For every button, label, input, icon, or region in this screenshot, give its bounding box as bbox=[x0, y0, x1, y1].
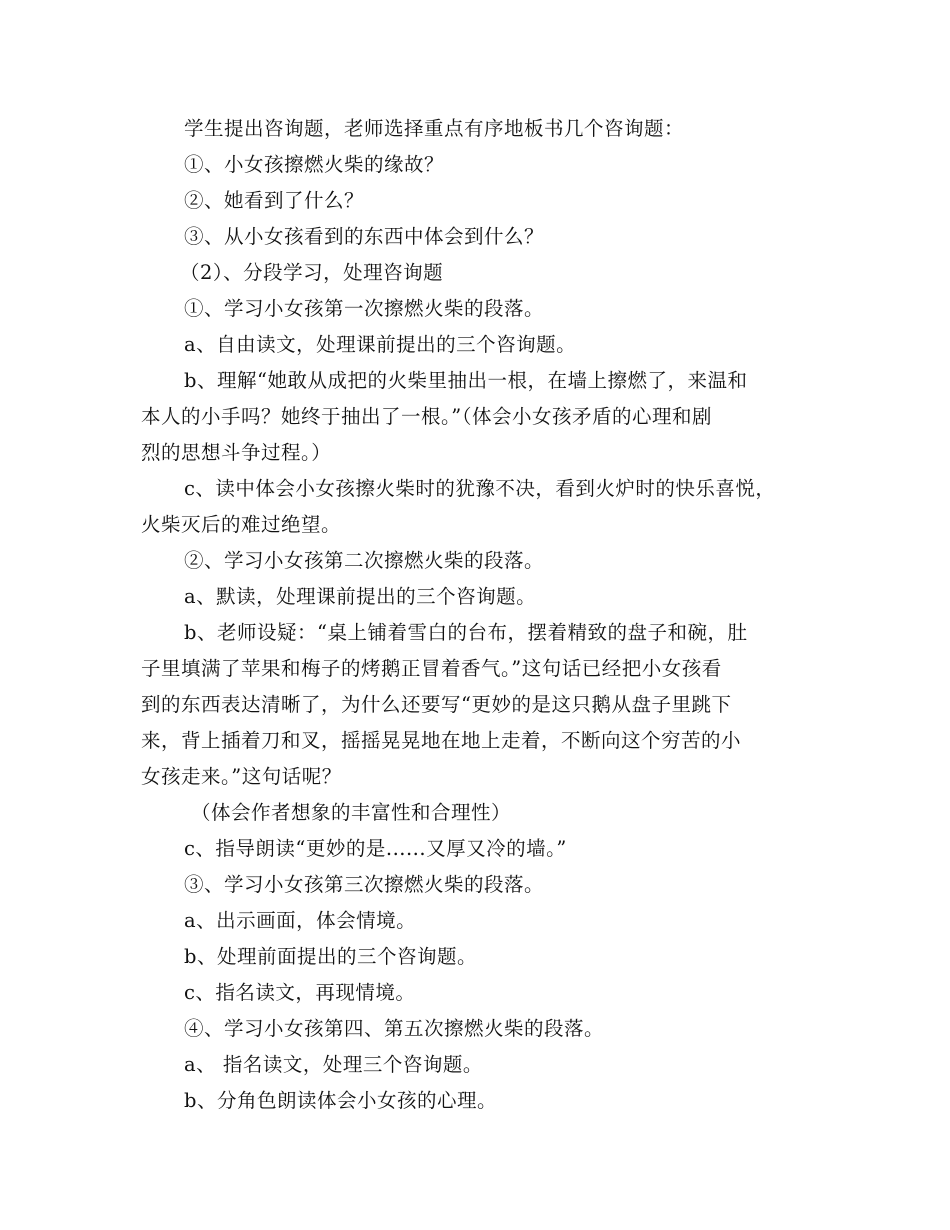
sub-step: a、 指名读文，处理三个咨询题。 bbox=[184, 1053, 483, 1076]
sub-step: c、指名读文，再现情境。 bbox=[184, 981, 416, 1004]
sub-step: c、指导朗读“更妙的是......又厚又冷的墙。” bbox=[184, 837, 567, 860]
sub-step-continuation: 到的东西表达清晰了，为什么还要写“更妙的是这只鹅从盘子里跳下 bbox=[141, 693, 732, 716]
question-item: ①、小女孩擦燃火柴的缘故？ bbox=[184, 153, 445, 176]
sub-step: b、分角色朗读体会小女孩的心理。 bbox=[184, 1089, 497, 1112]
note-line: （体会作者想象的丰富性和合理性） bbox=[191, 801, 512, 824]
sub-step: b、老师设疑：“桌上铺着雪白的台布，摆着精致的盘子和碗，肚 bbox=[184, 621, 748, 644]
sub-step-continuation: 火柴灭后的难过绝望。 bbox=[141, 513, 342, 536]
sub-step-continuation: 烈的思想斗争过程。） bbox=[141, 441, 332, 464]
step-heading: ③、学习小女孩第三次擦燃火柴的段落。 bbox=[184, 873, 545, 896]
step-heading: ④、学习小女孩第四、第五次擦燃火柴的段落。 bbox=[184, 1017, 605, 1040]
sub-step: a、出示画面，体会情境。 bbox=[184, 909, 417, 932]
sub-step: b、处理前面提出的三个咨询题。 bbox=[184, 945, 477, 968]
section-heading: （2）、分段学习，处理咨询题 bbox=[180, 261, 444, 284]
sub-step: c、读中体会小女孩擦火柴时的犹豫不决，看到火炉时的快乐喜悦， bbox=[184, 477, 776, 500]
sub-step-continuation: 本人的小手吗？她终于抽出了一根。”（体会小女孩矛盾的心理和剧 bbox=[141, 405, 712, 428]
sub-step: a、默读，处理课前提出的三个咨询题。 bbox=[184, 585, 537, 608]
sub-step-continuation: 子里填满了苹果和梅子的烤鹅正冒着香气。”这句话已经把小女孩看 bbox=[141, 657, 722, 680]
sub-step: a、自由读文，处理课前提出的三个咨询题。 bbox=[184, 333, 577, 356]
paragraph-line: 学生提出咨询题，老师选择重点有序地板书几个咨询题： bbox=[184, 117, 685, 140]
sub-step-continuation: 女孩走来。”这句话呢？ bbox=[141, 765, 342, 788]
question-item: ③、从小女孩看到的东西中体会到什么？ bbox=[184, 225, 545, 248]
sub-step: b、理解“她敢从成把的火柴里抽出一根，在墙上擦燃了，来温和 bbox=[184, 369, 748, 392]
step-heading: ①、学习小女孩第一次擦燃火柴的段落。 bbox=[184, 297, 545, 320]
step-heading: ②、学习小女孩第二次擦燃火柴的段落。 bbox=[184, 549, 545, 572]
document-body bbox=[141, 111, 826, 1119]
question-item: ②、她看到了什么？ bbox=[184, 189, 365, 212]
sub-step-continuation: 来，背上插着刀和叉，摇摇晃晃地在地上走着，不断向这个穷苦的小 bbox=[141, 729, 742, 752]
